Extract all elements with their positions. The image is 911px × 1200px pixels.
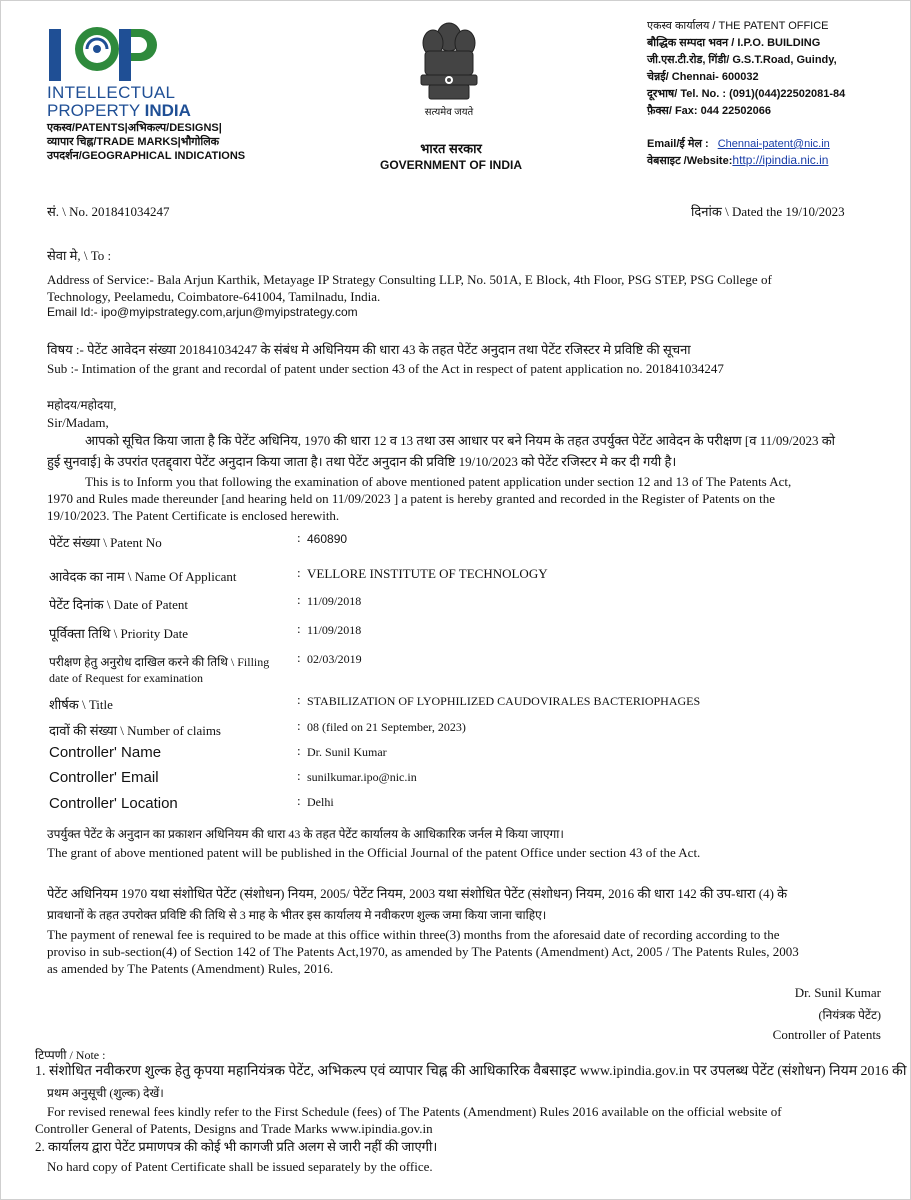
logo-line-trademarks: व्यापार चिह्न/TRADE MARKS|भौगोलिक — [47, 136, 220, 148]
date-of-patent-label: पेटेंट दिनांक \ Date of Patent — [49, 597, 189, 612]
office-tel: दूरभाष/ Tel. No. : (091)(044)22502081-84 — [647, 88, 846, 100]
controller-location-label: Controller' Location — [49, 795, 178, 812]
office-address-block — [647, 19, 907, 118]
salutation-hindi: महोदय/महोदया, — [47, 398, 117, 412]
controller-location-value: Delhi — [307, 795, 334, 809]
emblem-motto: सत्यमेव जयते — [424, 107, 474, 118]
address-email: Email Id:- ipo@myipstrategy.com,arjun@myipstrategy.com — [47, 305, 358, 319]
applicant-colon: : — [297, 565, 301, 580]
request-exam-value: 02/03/2019 — [307, 652, 362, 666]
address-line-1: Address of Service:- Bala Arjun Karthik, Metayage IP Strategy Consulting LLP, No. 501A, E Block, 4th Floor, PSG STEP, PSG College of — [47, 272, 772, 287]
hindi-paragraph-line-2: हुई सुनवाई] के उपरांत एतद्द्वारा पेटेंट अनुदान किया जाता है। तथा पेटेंट अनुदान की प्रविष्टि 19/10/2023 को पेटेंट रजिस्टर मे कर दी गयी है। — [47, 454, 677, 469]
priority-date-value: 11/09/2018 — [307, 623, 362, 637]
to-label: सेवा मे, \ To : — [47, 248, 112, 263]
salutation-english: Sir/Madam, — [47, 415, 109, 430]
office-fax: फ़ैक्स/ Fax: 044 22502066 — [647, 105, 771, 117]
controller-name-label: Controller' Name — [49, 744, 162, 761]
renewal-english-line-3: as amended by The Patents (Amendment) Rules, 2016. — [47, 961, 334, 976]
date-of-patent-value: 11/09/2018 — [307, 594, 362, 608]
address-line-2: Technology, Peelamedu, Coimbatore-641004, Tamilnadu, India. — [47, 289, 381, 304]
renewal-hindi-line-2: प्रावधानों के तहत उपरोक्त प्रविष्टि की तिथि से 3 माह के भीतर इस कार्यालय मे नवीकरण शुल्क जमा किया जाना चाहिए। — [47, 908, 547, 922]
logo-property: PROPERTY — [47, 101, 145, 120]
subject-english: Sub :- Intimation of the grant and recordal of patent under section 43 of the Act in respect of patent application no. 201841034247 — [47, 361, 724, 376]
email-label: Email/ई मेल : — [647, 138, 709, 150]
title-value: STABILIZATION OF LYOPHILIZED CAUDOVIRALES BACTERIOPHAGES — [307, 694, 701, 708]
reference-number: सं. \ No. 201841034247 — [47, 204, 170, 219]
request-exam-colon: : — [297, 650, 301, 665]
logo-line-geographical: उपदर्शन/GEOGRAPHICAL INDICATIONS — [47, 150, 246, 162]
priority-date-colon: : — [297, 621, 301, 636]
controller-email-label: Controller' Email — [49, 769, 159, 786]
claims-value: 08 (filed on 21 September, 2023) — [307, 720, 466, 734]
renewal-english-line-1: The payment of renewal fee is required to be made at this office within three(3) months from the aforesaid date of recording according to the — [47, 927, 780, 942]
request-exam-label-line-2: date of Request for examination — [49, 671, 203, 685]
publication-hindi: उपर्युक्त पेटेंट के अनुदान का प्रकाशन अधिनियम की धारा 43 के तहत पेटेंट कार्यालय के आधिकारिक जर्नल मे किया जाएगा। — [47, 827, 564, 841]
notes-label: टिप्पणी / Note : — [35, 1048, 106, 1062]
national-emblem — [409, 15, 489, 125]
letter-date: दिनांक \ Dated the 19/10/2023 — [691, 204, 845, 219]
logo-line-property-india — [47, 101, 191, 120]
office-line-1: एकस्व कार्यालय / THE PATENT OFFICE — [647, 20, 829, 32]
applicant-value: VELLORE INSTITUTE OF TECHNOLOGY — [307, 566, 548, 581]
logo-india: INDIA — [144, 101, 191, 120]
applicant-label: आवेदक का नाम \ Name Of Applicant — [49, 569, 237, 584]
logo-line-intellectual: INTELLECTUAL — [47, 83, 176, 102]
office-line-3: जी.एस.टी.रोड, गिंडी/ G.S.T.Road, Guindy, — [647, 54, 837, 66]
office-line-2: बौद्धिक सम्पदा भवन / I.P.O. BUILDING — [647, 37, 821, 49]
date-of-patent-colon: : — [297, 592, 301, 607]
controller-email-colon: : — [297, 768, 301, 783]
publication-english: The grant of above mentioned patent will be published in the Official Journal of the patent Office under section 43 of the Act. — [47, 845, 701, 860]
note-2-hindi: 2. कार्यालय द्वारा पेटेंट प्रमाणपत्र की कोई भी कागजी प्रति अलग से जारी नहीं की जाएगी। — [35, 1139, 438, 1154]
priority-date-label: पूर्विक्ता तिथि \ Priority Date — [49, 626, 189, 641]
signature-name: Dr. Sunil Kumar — [794, 985, 881, 1000]
renewal-english-line-2: proviso in sub-section(4) of Section 142 of The Patents Act,1970, as amended by The Patents (Amendment) Act, 2005 / The Patents Rules, 2003 — [47, 944, 799, 959]
ashoka-emblem-icon — [409, 15, 489, 107]
title-label: शीर्षक \ Title — [49, 697, 113, 712]
note-1-english-line-2: Controller General of Patents, Designs and Trade Marks www.ipindia.gov.in — [35, 1121, 433, 1136]
patent-no-label: पेटेंट संख्या \ Patent No — [49, 535, 162, 550]
note-1-hindi-line-2: प्रथम अनुसूची (शुल्क) देखें। — [47, 1086, 164, 1100]
renewal-hindi-line-1: पेटेंट अधिनियम 1970 यथा संशोधित पेटेंट (संशोधन) नियम, 2005/ पेटेंट नियम, 2003 यथा संशोधित पेटेंट (संशोधन) नियम, 2016 की धारा 142 की उप-धारा (4) के — [47, 886, 788, 901]
claims-colon: : — [297, 718, 301, 733]
title-colon: : — [297, 692, 301, 707]
govt-hindi: भारत सरकार — [420, 141, 482, 156]
ip-india-logo — [47, 25, 246, 165]
patent-no-colon: : — [297, 530, 301, 545]
office-website-link[interactable]: http://ipindia.nic.in — [732, 153, 829, 167]
website-label: वेबसाइट /Website: — [647, 155, 733, 167]
request-exam-label-line-1: परीक्षण हेतु अनुरोध दाखिल करने की तिथि \ Filling — [49, 655, 270, 669]
office-email-link[interactable]: Chennai-patent@nic.in — [717, 138, 830, 150]
signature-designation-english: Controller of Patents — [772, 1027, 881, 1042]
note-2-english: No hard copy of Patent Certificate shall be issued separately by the office. — [47, 1159, 433, 1174]
controller-email-value: sunilkumar.ipo@nic.in — [307, 770, 417, 784]
logo-line-patents-designs: एकस्व/PATENTS|अभिकल्प/DESIGNS| — [47, 122, 222, 134]
note-1-hindi-line-1: 1. संशोधित नवीकरण शुल्क हेतु कृपया महानियंत्रक पेटेंट, अभिकल्प एवं व्यापार चिह्न की आधिकारिक वैबसाइट www.ipindia.gov.in पर उपलब्ध पेटेंट (संशोधन) नियम 2016 की — [35, 1064, 907, 1079]
english-paragraph-line-1: This is to Inform you that following the examination of above mentioned patent application under section 12 and 13 of The Patents Act, — [85, 474, 792, 489]
controller-name-colon: : — [297, 743, 301, 758]
office-email-row — [647, 137, 830, 151]
office-website-row — [647, 153, 828, 168]
hindi-paragraph-line-1: आपको सूचित किया जाता है कि पेटेंट अधिनिय, 1970 की धारा 12 व 13 तथा उस आधार पर बने नियम के तहत उपर्युक्त पेटेंट आवेदन के परीक्षण [व 11/09/2023 को — [85, 433, 836, 448]
note-1-english-line-1: For revised renewal fees kindly refer to the First Schedule (fees) of The Patents (Amendment) Rules 2016 available on the official website of — [47, 1104, 782, 1119]
controller-location-colon: : — [297, 793, 301, 808]
govt-english: GOVERNMENT OF INDIA — [379, 158, 522, 172]
english-paragraph-line-3: 19/10/2023. The Patent Certificate is enclosed herewith. — [47, 508, 340, 523]
signature-designation-hindi: (नियंत्रक पेटेंट) — [818, 1008, 881, 1022]
ip-india-emblem-icon — [47, 25, 167, 83]
english-paragraph-line-2: 1970 and Rules made thereunder [and hearing held on 11/09/2023 ] a patent is hereby granted and recorded in the Register of Patents on the — [47, 491, 776, 506]
subject-hindi: विषय :- पेटेंट आवेदन संख्या 201841034247 के संबंध मे अधिनियम की धारा 43 के तहत पेटेंट अनुदान तथा पेटेंट रजिस्टर मे प्रविष्टि की सूचना — [47, 342, 691, 357]
controller-name-value: Dr. Sunil Kumar — [307, 745, 387, 759]
claims-label: दावों की संख्या \ Number of claims — [49, 723, 221, 738]
office-line-4: चेन्नई/ Chennai- 600032 — [647, 71, 759, 83]
patent-no-value: 460890 — [307, 532, 348, 546]
